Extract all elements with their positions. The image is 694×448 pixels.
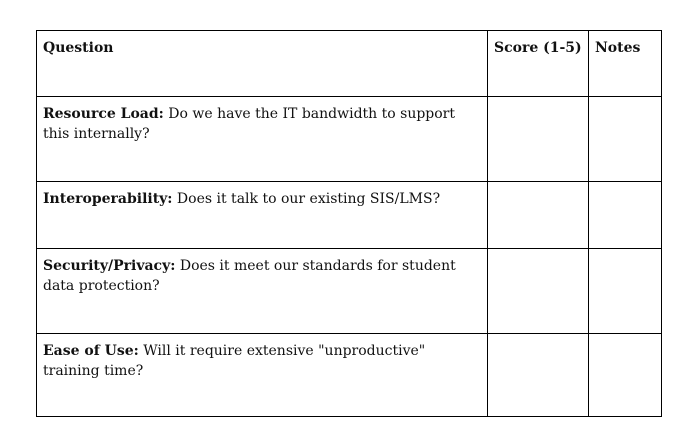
question-text: Does it meet our standards for student data protection? xyxy=(43,258,456,294)
question-label: Interoperability: xyxy=(43,191,173,207)
notes-cell[interactable] xyxy=(589,249,662,334)
table-row xyxy=(37,334,662,417)
table-row xyxy=(37,182,662,249)
evaluation-table xyxy=(36,30,662,417)
notes-cell[interactable] xyxy=(589,97,662,182)
question-label: Ease of Use: xyxy=(43,343,139,359)
score-cell[interactable] xyxy=(488,249,589,334)
header-score: Score (1-5) xyxy=(488,31,589,97)
question-cell xyxy=(37,249,488,334)
question-text: Do we have the IT bandwidth to support this internally? xyxy=(43,106,455,142)
question-label: Security/Privacy: xyxy=(43,258,176,274)
question-label: Resource Load: xyxy=(43,106,164,122)
question-text: Will it require extensive "unproductive" training time? xyxy=(43,343,426,379)
score-cell[interactable] xyxy=(488,97,589,182)
table-row xyxy=(37,97,662,182)
question-cell xyxy=(37,182,488,249)
table-header-row xyxy=(37,31,662,97)
notes-cell[interactable] xyxy=(589,334,662,417)
question-text: Does it talk to our existing SIS/LMS? xyxy=(172,191,441,207)
question-cell xyxy=(37,334,488,417)
score-cell[interactable] xyxy=(488,182,589,249)
notes-cell[interactable] xyxy=(589,182,662,249)
question-cell xyxy=(37,97,488,182)
score-cell[interactable] xyxy=(488,334,589,417)
table-row xyxy=(37,249,662,334)
header-question: Question xyxy=(37,31,488,97)
header-notes: Notes xyxy=(589,31,662,97)
